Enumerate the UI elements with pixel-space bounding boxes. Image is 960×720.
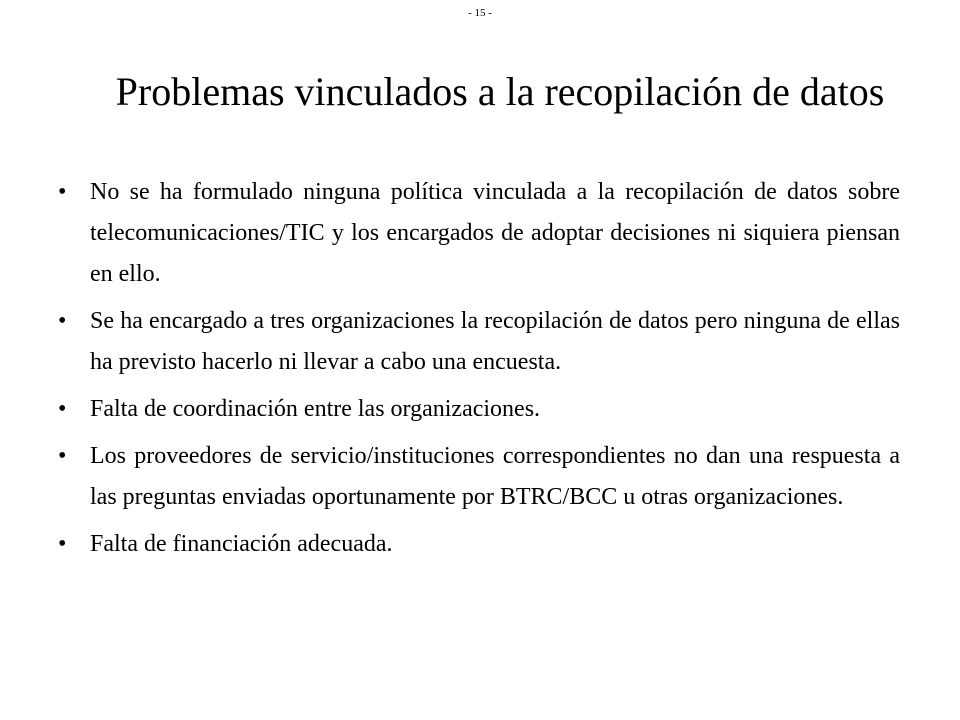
bullet-text: Los proveedores de servicio/instituciones correspondientes no dan una respuesta a las preguntas enviadas oportunamente por BTRC/BCC u otras organizaciones. [90,443,900,510]
bullet-text: Se ha encargado a tres organizaciones la recopilación de datos pero ninguna de ellas ha previsto hacerlo ni llevar a cabo una encuesta. [90,308,900,375]
bullet-icon: • [58,308,67,334]
bullet-icon: • [58,443,67,469]
list-item [58,524,900,565]
list-item [58,172,900,295]
bullet-icon: • [58,531,67,557]
bullet-list [58,172,900,565]
bullet-icon: • [58,396,67,422]
list-item [58,389,900,430]
slide-title: Problemas vinculados a la recopilación de datos [115,69,885,114]
page-number: - 15 - [468,7,492,19]
bullet-text: Falta de coordinación entre las organizaciones. [90,396,541,422]
bullet-icon: • [58,179,67,205]
list-item [58,436,900,518]
bullet-text: No se ha formulado ninguna política vinculada a la recopilación de datos sobre telecomunicaciones/TIC y los encargados de adoptar decisiones ni siquiera piensan en ello. [90,179,900,287]
bullet-text: Falta de financiación adecuada. [90,531,393,557]
list-item [58,301,900,383]
